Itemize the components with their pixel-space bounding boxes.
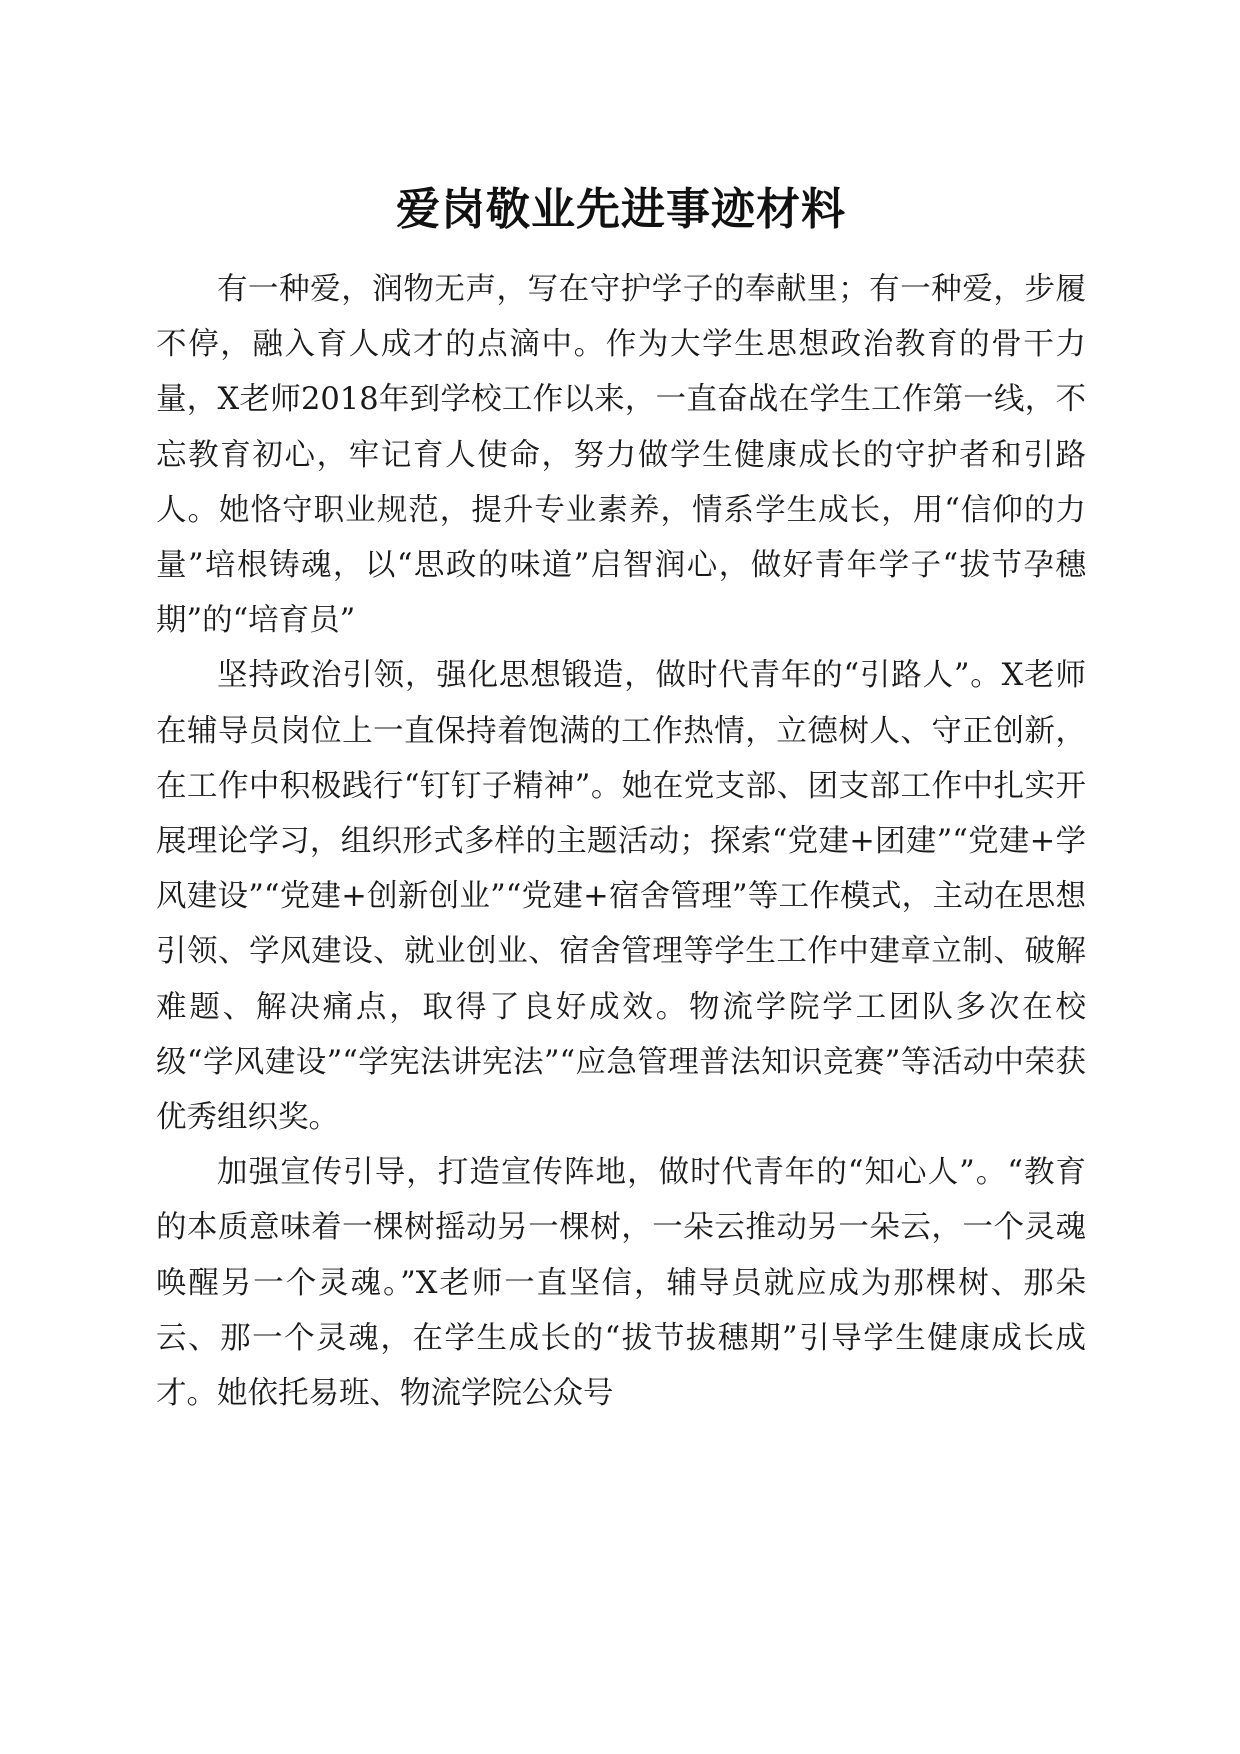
paragraph-political-guidance: 坚持政治引领，强化思想锻造，做时代青年的“引路人”。X老师在辅导员岗位上一直保持着饱满的工作热情，立德树人、守正创新，在工作中积极践行“钉钉子精神”。她在党支部、团支部工作中扎实开展理论学习，组织形式多样的主题活动；探索“党建+团建”“党建+学风建设”“党建+创新创业”“党建+宿舍管理”等工作模式，主动在思想引领、学风建设、就业创业、宿舍管理等学生工作中建章立制、破解难题、解决痛点，取得了良好成效。物流学院学工团队多次在校级“学风建设”“学宪法讲宪法”“应急管理普法知识竞赛”等活动中荣获优秀组织奖。 [156,658,1086,1136]
paragraph-publicity-guidance: 加强宣传引导，打造宣传阵地，做时代青年的“知心人”。“教育的本质意味着一棵树摇动另一棵树，一朵云推动另一朵云，一个灵魂唤醒另一个灵魂。”X老师一直坚信，辅导员就应成为那棵树、那朵云、那一个灵魂，在学生成长的“拔节拔穗期”引导学生健康成长成才。她依托易班、物流学院公众号 [156,1155,1086,1412]
document-body [156,262,1086,1421]
document-title: 爱岗敬业先进事迹材料 [396,184,846,235]
paragraph-intro: 有一种爱，润物无声，写在守护学子的奉献里；有一种爱，步履不停，融入育人成才的点滴中。作为大学生思想政治教育的骨干力量，X老师2018年到学校工作以来，一直奋战在学生工作第一线，不忘教育初心，牢记育人使命，努力做学生健康成长的守护者和引路人。她恪守职业规范，提升专业素养，情系学生成长，用“信仰的力量”培根铸魂，以“思政的味道”启智润心，做好青年学子“拔节孕穗期”的“培育员” [156,272,1086,639]
